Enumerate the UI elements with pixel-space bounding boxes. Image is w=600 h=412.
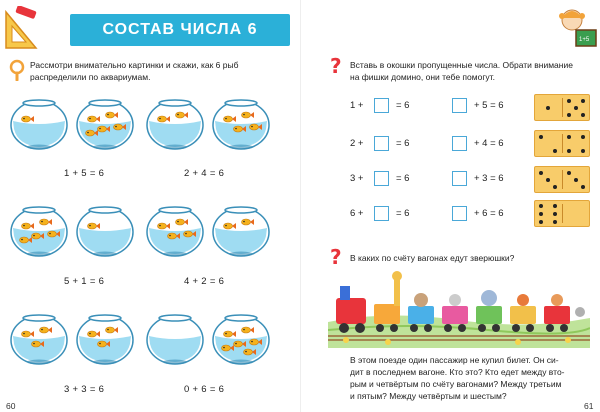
answer-box-1a[interactable] [374,98,389,113]
question-mark-icon: ? [330,54,342,78]
task1-line-2: на фишки домино, они тебе помогут. [350,72,495,82]
svg-text:1+5: 1+5 [579,37,590,43]
aquarium-bowl [74,95,136,151]
aquarium-bowl [8,202,70,258]
animal-train-illustration [328,270,590,348]
aquarium-bowl [144,95,206,151]
question-mark-icon-2: ? [330,245,342,269]
answer-box-1b[interactable] [452,98,467,113]
row-1-right-eq: + 5 = 6 [474,100,504,111]
task-row-3 [350,171,520,187]
row-4-left-result: = 6 [396,208,410,219]
domino-pip [567,171,571,175]
page-number-left: 60 [6,401,16,411]
task2-line-1: В этом поезде один пассажир не купил билет. Он си- [350,355,559,365]
aquarium-bowl [210,310,272,366]
domino-pip [553,204,557,208]
equation-1: 1 + 5 = 6 [64,168,105,179]
row-3-left-result: = 6 [396,173,410,184]
domino-pip [581,185,585,189]
domino-pip [581,149,585,153]
domino-tile [534,166,590,193]
task-row-2 [350,136,520,152]
domino-pip [581,113,585,117]
row-3-left-term: 3 + [350,173,364,184]
domino-pip [546,178,550,182]
answer-box-4a[interactable] [374,206,389,221]
domino-tile [534,130,590,157]
task2-question: В каких по счёту вагонах едут зверюшки? [350,253,515,263]
domino-pip [581,135,585,139]
row-4-left-term: 6 + [350,208,364,219]
aquarium-bowl [8,310,70,366]
aquarium-bowl [144,310,206,366]
domino-pip [539,204,543,208]
task1-line-1: Вставь в окошки пропущенные числа. Обрати внимание [350,60,573,70]
domino-pip [567,149,571,153]
equation-4: 4 + 2 = 6 [184,276,225,287]
equation-2: 2 + 4 = 6 [184,168,225,179]
row-3-right-eq: + 3 = 6 [474,173,504,184]
row-2-left-term: 2 + [350,138,364,149]
domino-tile [534,200,590,227]
domino-pip [553,220,557,224]
domino-pip [581,99,585,103]
row-2-right-eq: + 4 = 6 [474,138,504,149]
equation-6: 0 + 6 = 6 [184,384,225,395]
aquarium-bowl [74,310,136,366]
answer-box-3b[interactable] [452,171,467,186]
aquarium-bowl [74,202,136,258]
aquarium-bowl [8,95,70,151]
row-1-left-term: 1 + [350,100,364,111]
domino-pip [539,212,543,216]
domino-pip [539,171,543,175]
domino-pip [574,106,578,110]
domino-pip [567,113,571,117]
task2-line-4: и пятым? Между четвёртым и шестым? [350,391,507,401]
aquarium-bowl [144,202,206,258]
domino-pip [567,135,571,139]
domino-pip [567,99,571,103]
page-title: СОСТАВ ЧИСЛА 6 [102,21,258,38]
equation-5: 3 + 3 = 6 [64,384,105,395]
task2-line-3: рым и четвёртым по счёту вагонами? Между третьим [350,379,562,389]
aquarium-bowl [210,202,272,258]
title-banner [70,14,290,46]
answer-box-2a[interactable] [374,136,389,151]
task-row-4 [350,206,520,222]
magnifier-icon [8,59,26,81]
domino-pip [539,220,543,224]
answer-box-4b[interactable] [452,206,467,221]
set-square-icon [2,6,40,52]
page-fold [300,0,301,412]
left-instruction-line-2: распределили по аквариумам. [30,72,151,82]
page-number-right: 61 [584,401,594,411]
left-instruction-line-1: Рассмотри внимательно картинки и скажи, как 6 рыб [30,60,239,70]
aquarium-bowl [210,95,272,151]
domino-pip [574,178,578,182]
task2-line-2: дит в последнем вагоне. Кто это? Кто едет между вто- [350,367,565,377]
row-1-left-result: = 6 [396,100,410,111]
domino-pip [553,149,557,153]
domino-pip [539,135,543,139]
answer-box-2b[interactable] [452,136,467,151]
domino-pip [546,106,550,110]
task-row-1 [350,98,520,114]
domino-tile [534,94,590,121]
answer-box-3a[interactable] [374,171,389,186]
row-4-right-eq: + 6 = 6 [474,208,504,219]
row-2-left-result: = 6 [396,138,410,149]
equation-3: 5 + 1 = 6 [64,276,105,287]
girl-with-board-icon [558,6,598,52]
domino-pip [553,212,557,216]
domino-pip [553,185,557,189]
